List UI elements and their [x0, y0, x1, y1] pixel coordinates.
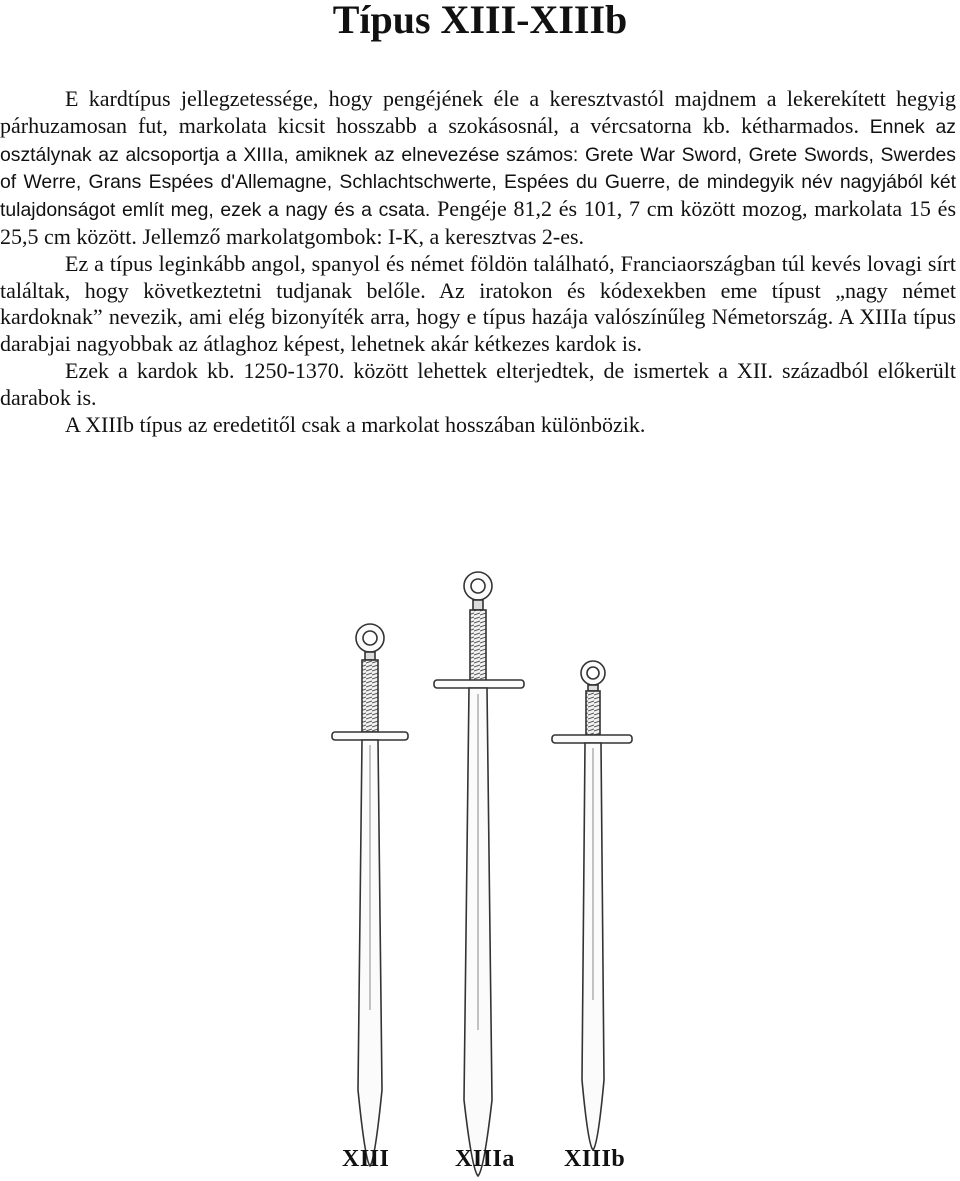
paragraph-xiiib: A XIIIb típus az eredetitől csak a markolat hosszában különbözik. — [65, 411, 646, 437]
paragraph-origin: Ez a típus leginkább angol, spanyol és német földön található, Franciaországban túl kevés lovagi sírt találtak, hogy következtetni tudjanak belőle. Az iratokon és kódexekben eme típust „nagy német kardoknak” nevezik, ami elég bizonyíték arra, hogy e típus hazája valószínűleg Németország. A XIIIa típus darabjai nagyobbak az átlaghoz képest, lehetnek akár kétkezes kardok is. — [0, 250, 956, 357]
dimensions-sentence: Pengéje 81,2 és 101, 7 cm között mozog, markolata 15 és 25,5 cm között. Jellemző markolatgombok: I-K, a keresztvas 2-es. — [0, 196, 956, 249]
body-text — [0, 86, 956, 438]
page-title: Típus XIII-XIIIb — [332, 0, 628, 42]
paragraph-intro — [0, 86, 956, 251]
paragraph-dating: Ezek a kardok kb. 1250-1370. között lehettek elterjedtek, de ismertek a XII. századból előkerült darabok is. — [0, 357, 956, 410]
sword-xiiib-illustration — [552, 661, 632, 1150]
label-xiii: XIII — [342, 1146, 390, 1172]
subgroup-sentence: Ennek az osztálynak az alcsoportja a XIIIa, amiknek az elnevezése számos: Grete War Sword, Grete Swords, Swerdes of Werre, Grans Espées d'Allemagne, Schlachtschwerte, Espées du Guerre, de mindegyik név nagyjából két tulajdonságot említ meg, ezek a nagy és a csata. — [0, 115, 956, 222]
swords-figure — [0, 560, 960, 1181]
intro-sentence: E kardtípus jellegzetessége, hogy pengéjének éle a keresztvastól majdnem a lekerekített hegyig párhuzamosan fut, markolata kicsit hosszabb a szokásosnál, a vércsatorna kb. kétharmados. — [0, 86, 956, 138]
swords-illustration — [0, 560, 960, 1181]
label-xiiib: XIIIb — [564, 1146, 626, 1172]
sword-xiii-illustration — [332, 624, 408, 1166]
sword-xiiia-illustration — [434, 572, 524, 1176]
label-xiiia: XIIIa — [455, 1146, 515, 1172]
